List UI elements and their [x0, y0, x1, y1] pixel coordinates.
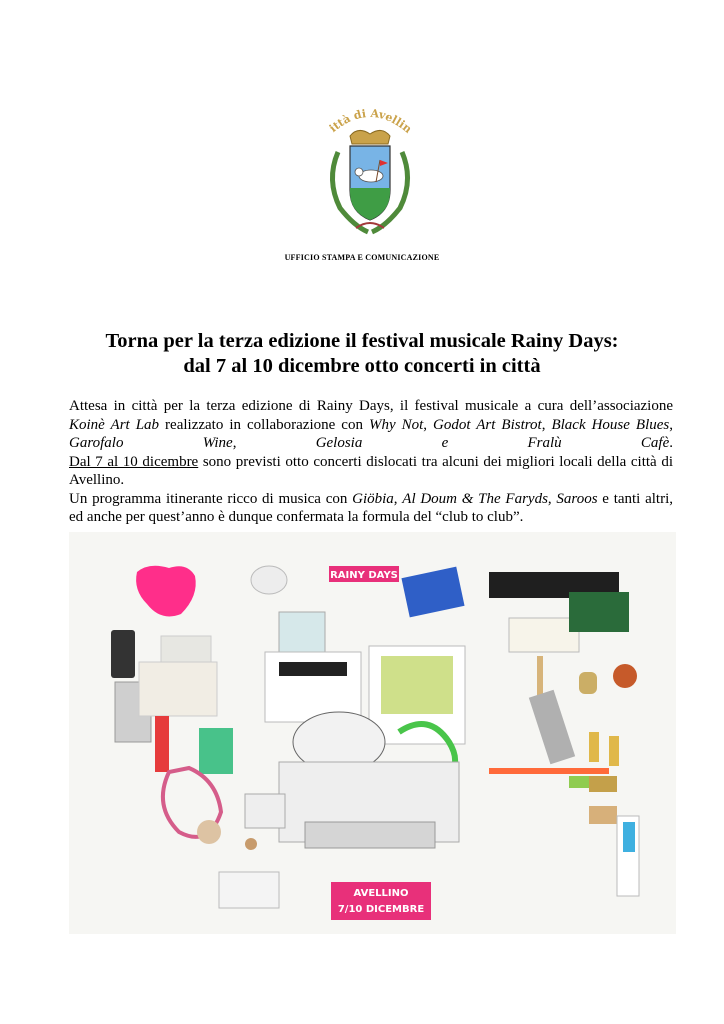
paragraph-dates: Dal 7 al 10 dicembre sono previsti otto concerti dislocati tra alcuni dei migliori locali della città di Avellino.: [69, 453, 673, 488]
city-crest-logo: [320, 100, 420, 250]
office-label: UFFICIO STAMPA E COMUNICAZIONE: [284, 253, 440, 262]
title-line-2: dal 7 al 10 dicembre otto concerti in città: [183, 355, 541, 377]
page-title: [40, 329, 684, 379]
paragraph-program: Un programma itinerante ricco di musica con Giöbia, Al Doum & The Faryds, Saroos e tanti altri, ed anche per quest’anno è dunque confermata la formula del “club to club”.: [69, 490, 673, 525]
festival-poster-image: [69, 532, 676, 934]
crest-motto: ittà di Avellin: [326, 106, 415, 136]
poster-city: AVELLINO: [353, 888, 409, 899]
paragraph-intro: Attesa in città per la terza edizione di Rainy Days, il festival musicale a cura dell’associazione Koinè Art Lab realizzato in collaborazione con Why Not, Godot Art Bistrot, Black House Blues, Garofalo Wine, Gelosia e Fralù Cafè.: [69, 398, 673, 451]
svg-text:Città di Avellino: [320, 100, 414, 136]
article-body: [69, 397, 673, 527]
poster-rainy-days-label: RAINY DAYS: [330, 570, 398, 581]
title-line-1: Torna per la terza edizione il festival musicale Rainy Days:: [105, 330, 619, 352]
poster-dates: 7/10 DICEMBRE: [337, 904, 425, 915]
